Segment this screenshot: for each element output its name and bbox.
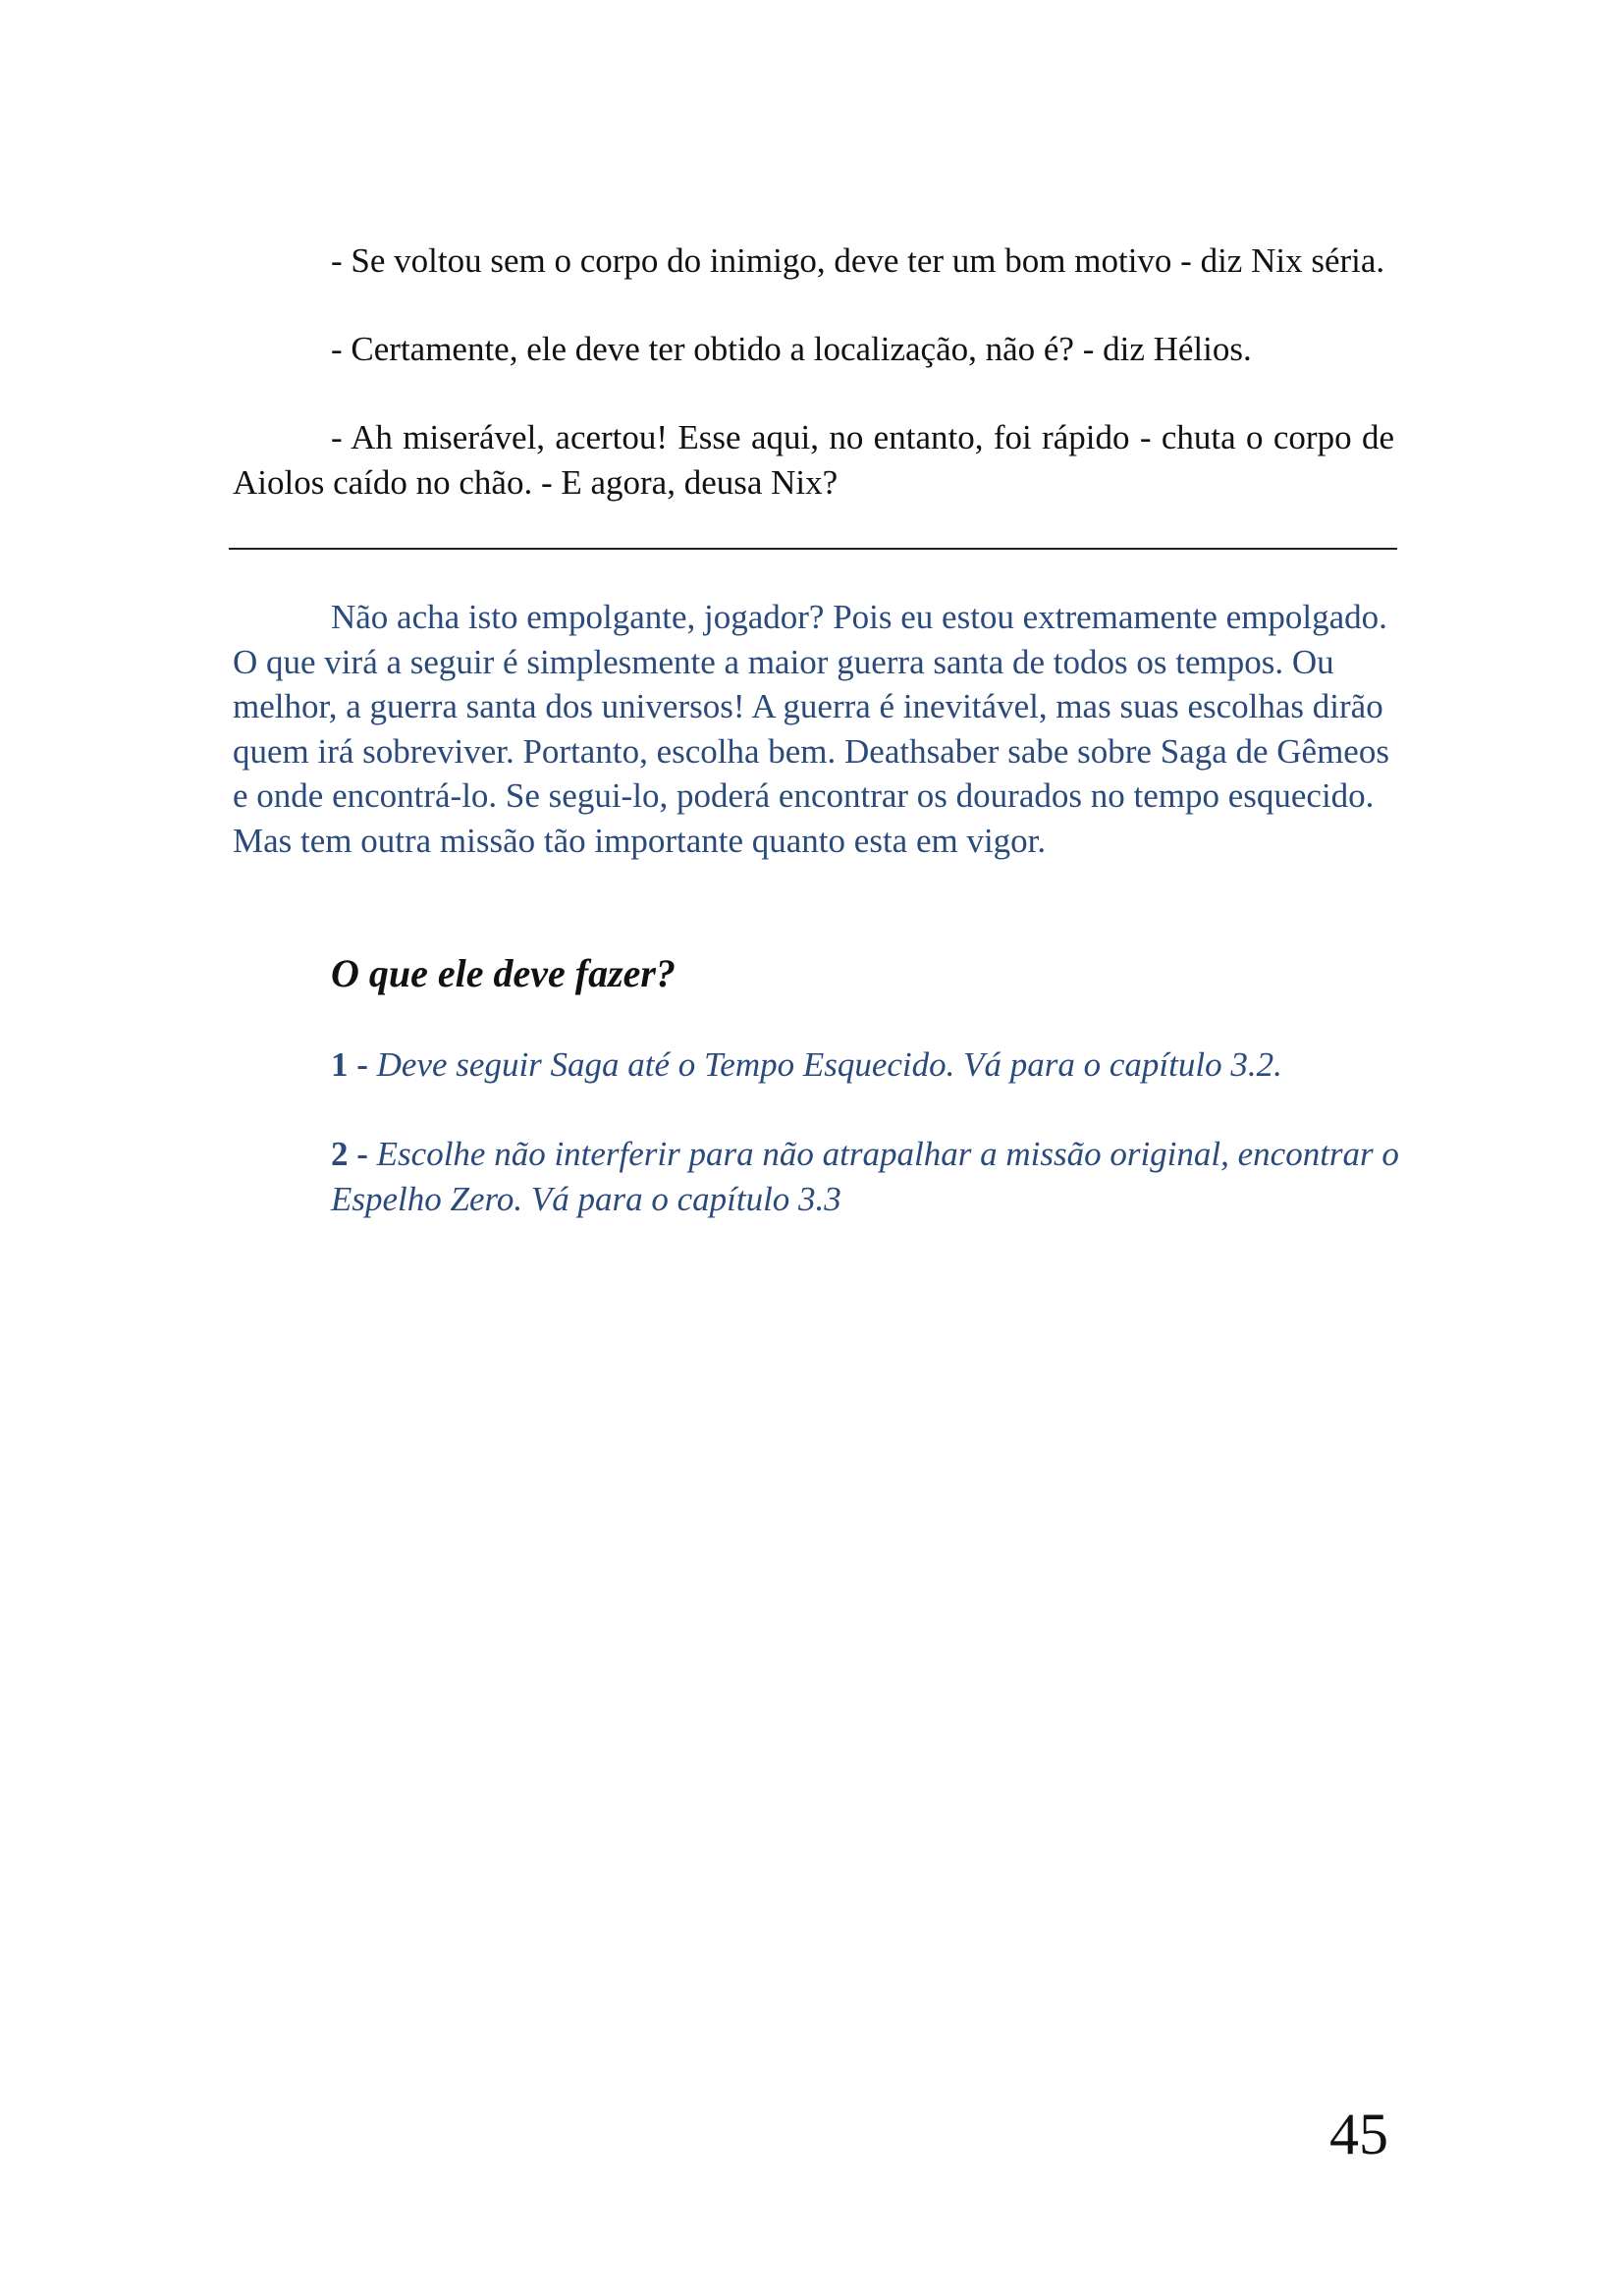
choice-text: Deve seguir Saga até o Tempo Esquecido. Vá para o capítulo 3.2.	[376, 1045, 1282, 1084]
choice-number: 1 -	[331, 1045, 368, 1084]
narrator-paragraph: Não acha isto empolgante, jogador? Pois eu estou extremamente empolgado. O que virá a seguir é simplesmente a maior guerra santa de todos os tempos. Ou melhor, a guerra santa dos universos! A guerra é inevitável, mas suas escolhas dirão quem irá sobreviver. Portanto, escolha bem. Deathsaber sabe sobre Saga de Gêmeos e onde encontrá-lo. Se segui-lo, poderá encontrar os dourados no tempo esquecido. Mas tem outra missão tão importante quanto esta em vigor.	[233, 598, 1389, 860]
dialogue-line-2: - Certamente, ele deve ter obtido a localização, não é? - diz Hélios.	[331, 330, 1252, 368]
choice-number: 2 -	[331, 1135, 368, 1173]
choice-option-1[interactable]	[331, 1042, 1401, 1088]
choice-question: O que ele deve fazer?	[331, 951, 676, 995]
narrator-block	[233, 595, 1391, 863]
dialogue-block	[233, 239, 1394, 506]
choice-text: Escolhe não interferir para não atrapalhar a missão original, encontrar o Espelho Zero. Vá para o capítulo 3.3	[331, 1135, 1399, 1218]
dialogue-line-3: - Ah miserável, acertou! Esse aqui, no entanto, foi rápido - chuta o corpo de Aiolos caído no chão. - E agora, deusa Nix?	[233, 418, 1394, 502]
dialogue-line-1: - Se voltou sem o corpo do inimigo, deve ter um bom motivo - diz Nix séria.	[331, 241, 1385, 280]
choice-option-2[interactable]	[331, 1132, 1401, 1222]
page-number: 45	[1329, 2102, 1388, 2166]
section-divider	[229, 548, 1397, 550]
